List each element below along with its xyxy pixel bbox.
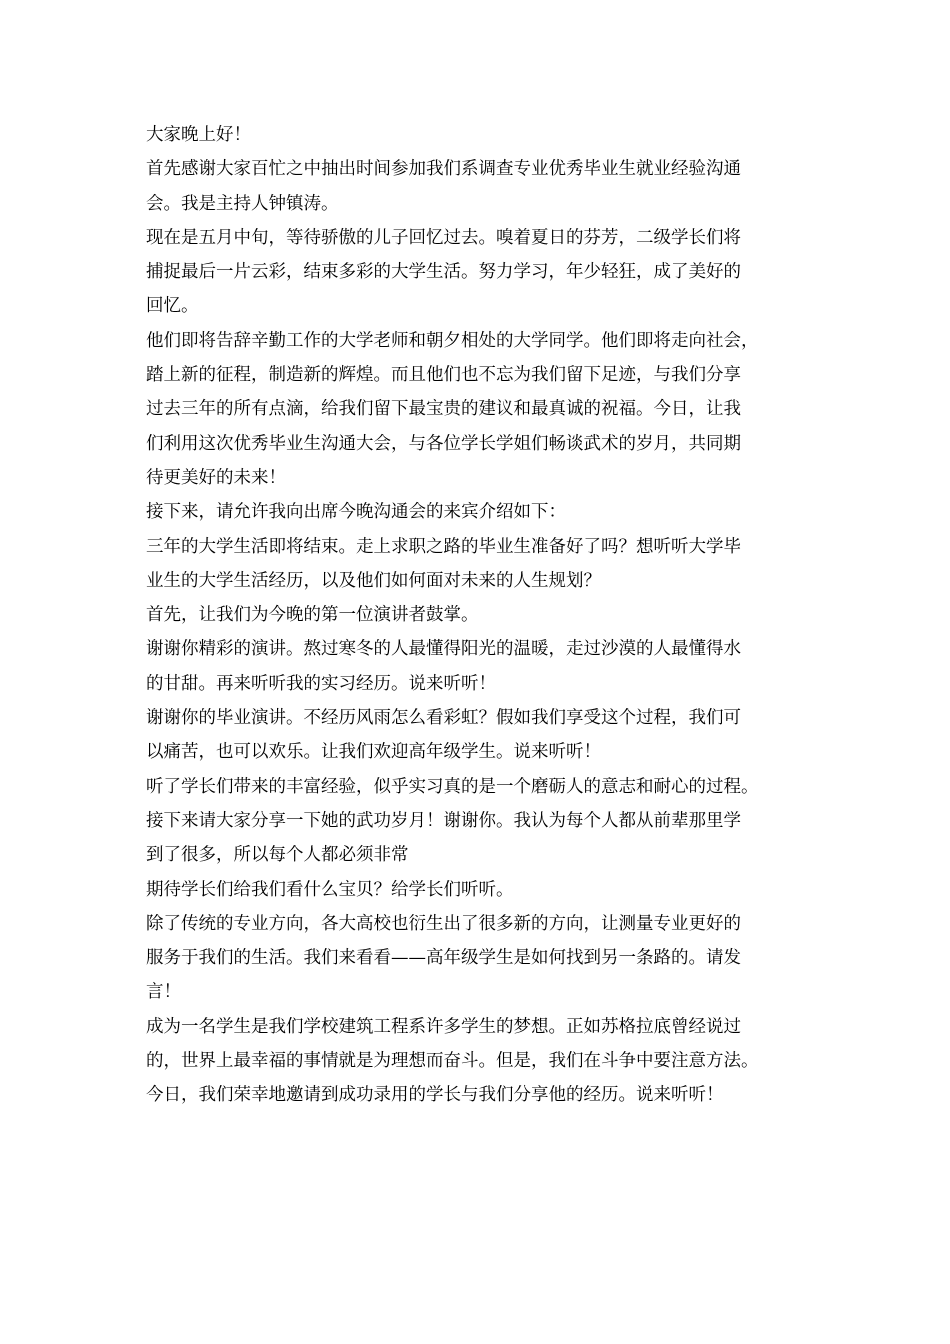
text-line: 谢谢你的毕业演讲。不经历风雨怎么看彩虹？假如我们享受这个过程，我们可 <box>146 708 741 729</box>
text-line: 首先，让我们为今晚的第一位演讲者鼓掌。 <box>146 605 479 626</box>
text-line: 他们即将告辞辛勤工作的大学老师和朝夕相处的大学同学。他们即将走向社会， <box>146 330 759 351</box>
text-line: 捕捉最后一片云彩，结束多彩的大学生活。努力学习，年少轻狂，成了美好的 <box>146 262 741 283</box>
text-line: 回忆。 <box>146 296 199 317</box>
text-line: 大家晚上好！ <box>146 125 251 145</box>
text-line: 过去三年的所有点滴，给我们留下最宝贵的建议和最真诚的祝福。今日，让我 <box>146 399 741 420</box>
text-line: 首先感谢大家百忙之中抽出时间参加我们系调查专业优秀毕业生就业经验沟通 <box>146 159 741 180</box>
text-line: 们利用这次优秀毕业生沟通大会，与各位学长学姐们畅谈武术的岁月，共同期 <box>146 433 741 454</box>
text-line: 三年的大学生活即将结束。走上求职之路的毕业生准备好了吗？想听听大学毕 <box>146 536 741 557</box>
text-line: 今日，我们荣幸地邀请到成功录用的学长与我们分享他的经历。说来听听！ <box>146 1085 724 1106</box>
text-line: 服务于我们的生活。我们来看看——高年级学生是如何找到另一条路的。请发 <box>146 948 741 969</box>
text-line: 谢谢你精彩的演讲。熬过寒冬的人最懂得阳光的温暖，走过沙漠的人最懂得水 <box>146 639 741 660</box>
text-line: 成为一名学生是我们学校建筑工程系许多学生的梦想。正如苏格拉底曾经说过 <box>146 1016 741 1037</box>
text-line: 接下来，请允许我向出席今晚沟通会的来宾介绍如下： <box>146 502 566 523</box>
text-line: 的甘甜。再来听听我的实习经历。说来听听！ <box>146 673 496 694</box>
text-line: 的，世界上最幸福的事情就是为理想而奋斗。但是，我们在斗争中要注意方法。 <box>146 1051 759 1072</box>
text-line: 到了很多，所以每个人都必须非常 <box>146 845 409 866</box>
text-line: 除了传统的专业方向，各大高校也衍生出了很多新的方向，让测量专业更好的 <box>146 913 741 934</box>
text-line: 现在是五月中旬，等待骄傲的儿子回忆过去。嗅着夏日的芬芳，二级学长们将 <box>146 227 741 248</box>
text-line: 以痛苦，也可以欢乐。让我们欢迎高年级学生。说来听听！ <box>146 742 601 763</box>
document-body <box>146 118 808 1113</box>
text-line: 期待学长们给我们看什么宝贝？给学长们听听。 <box>146 879 514 900</box>
text-line: 言！ <box>146 982 181 1003</box>
text-line: 听了学长们带来的丰富经验，似乎实习真的是一个磨砺人的意志和耐心的过程。 <box>146 776 759 797</box>
text-line: 踏上新的征程，制造新的辉煌。而且他们也不忘为我们留下足迹，与我们分享 <box>146 365 741 386</box>
text-line: 接下来请大家分享一下她的武功岁月！谢谢你。我认为每个人都从前辈那里学 <box>146 810 741 831</box>
text-line: 待更美好的未来！ <box>146 467 286 488</box>
text-line: 业生的大学生活经历，以及他们如何面对未来的人生规划？ <box>146 570 601 591</box>
text-line: 会。我是主持人钟镇涛。 <box>146 193 339 214</box>
